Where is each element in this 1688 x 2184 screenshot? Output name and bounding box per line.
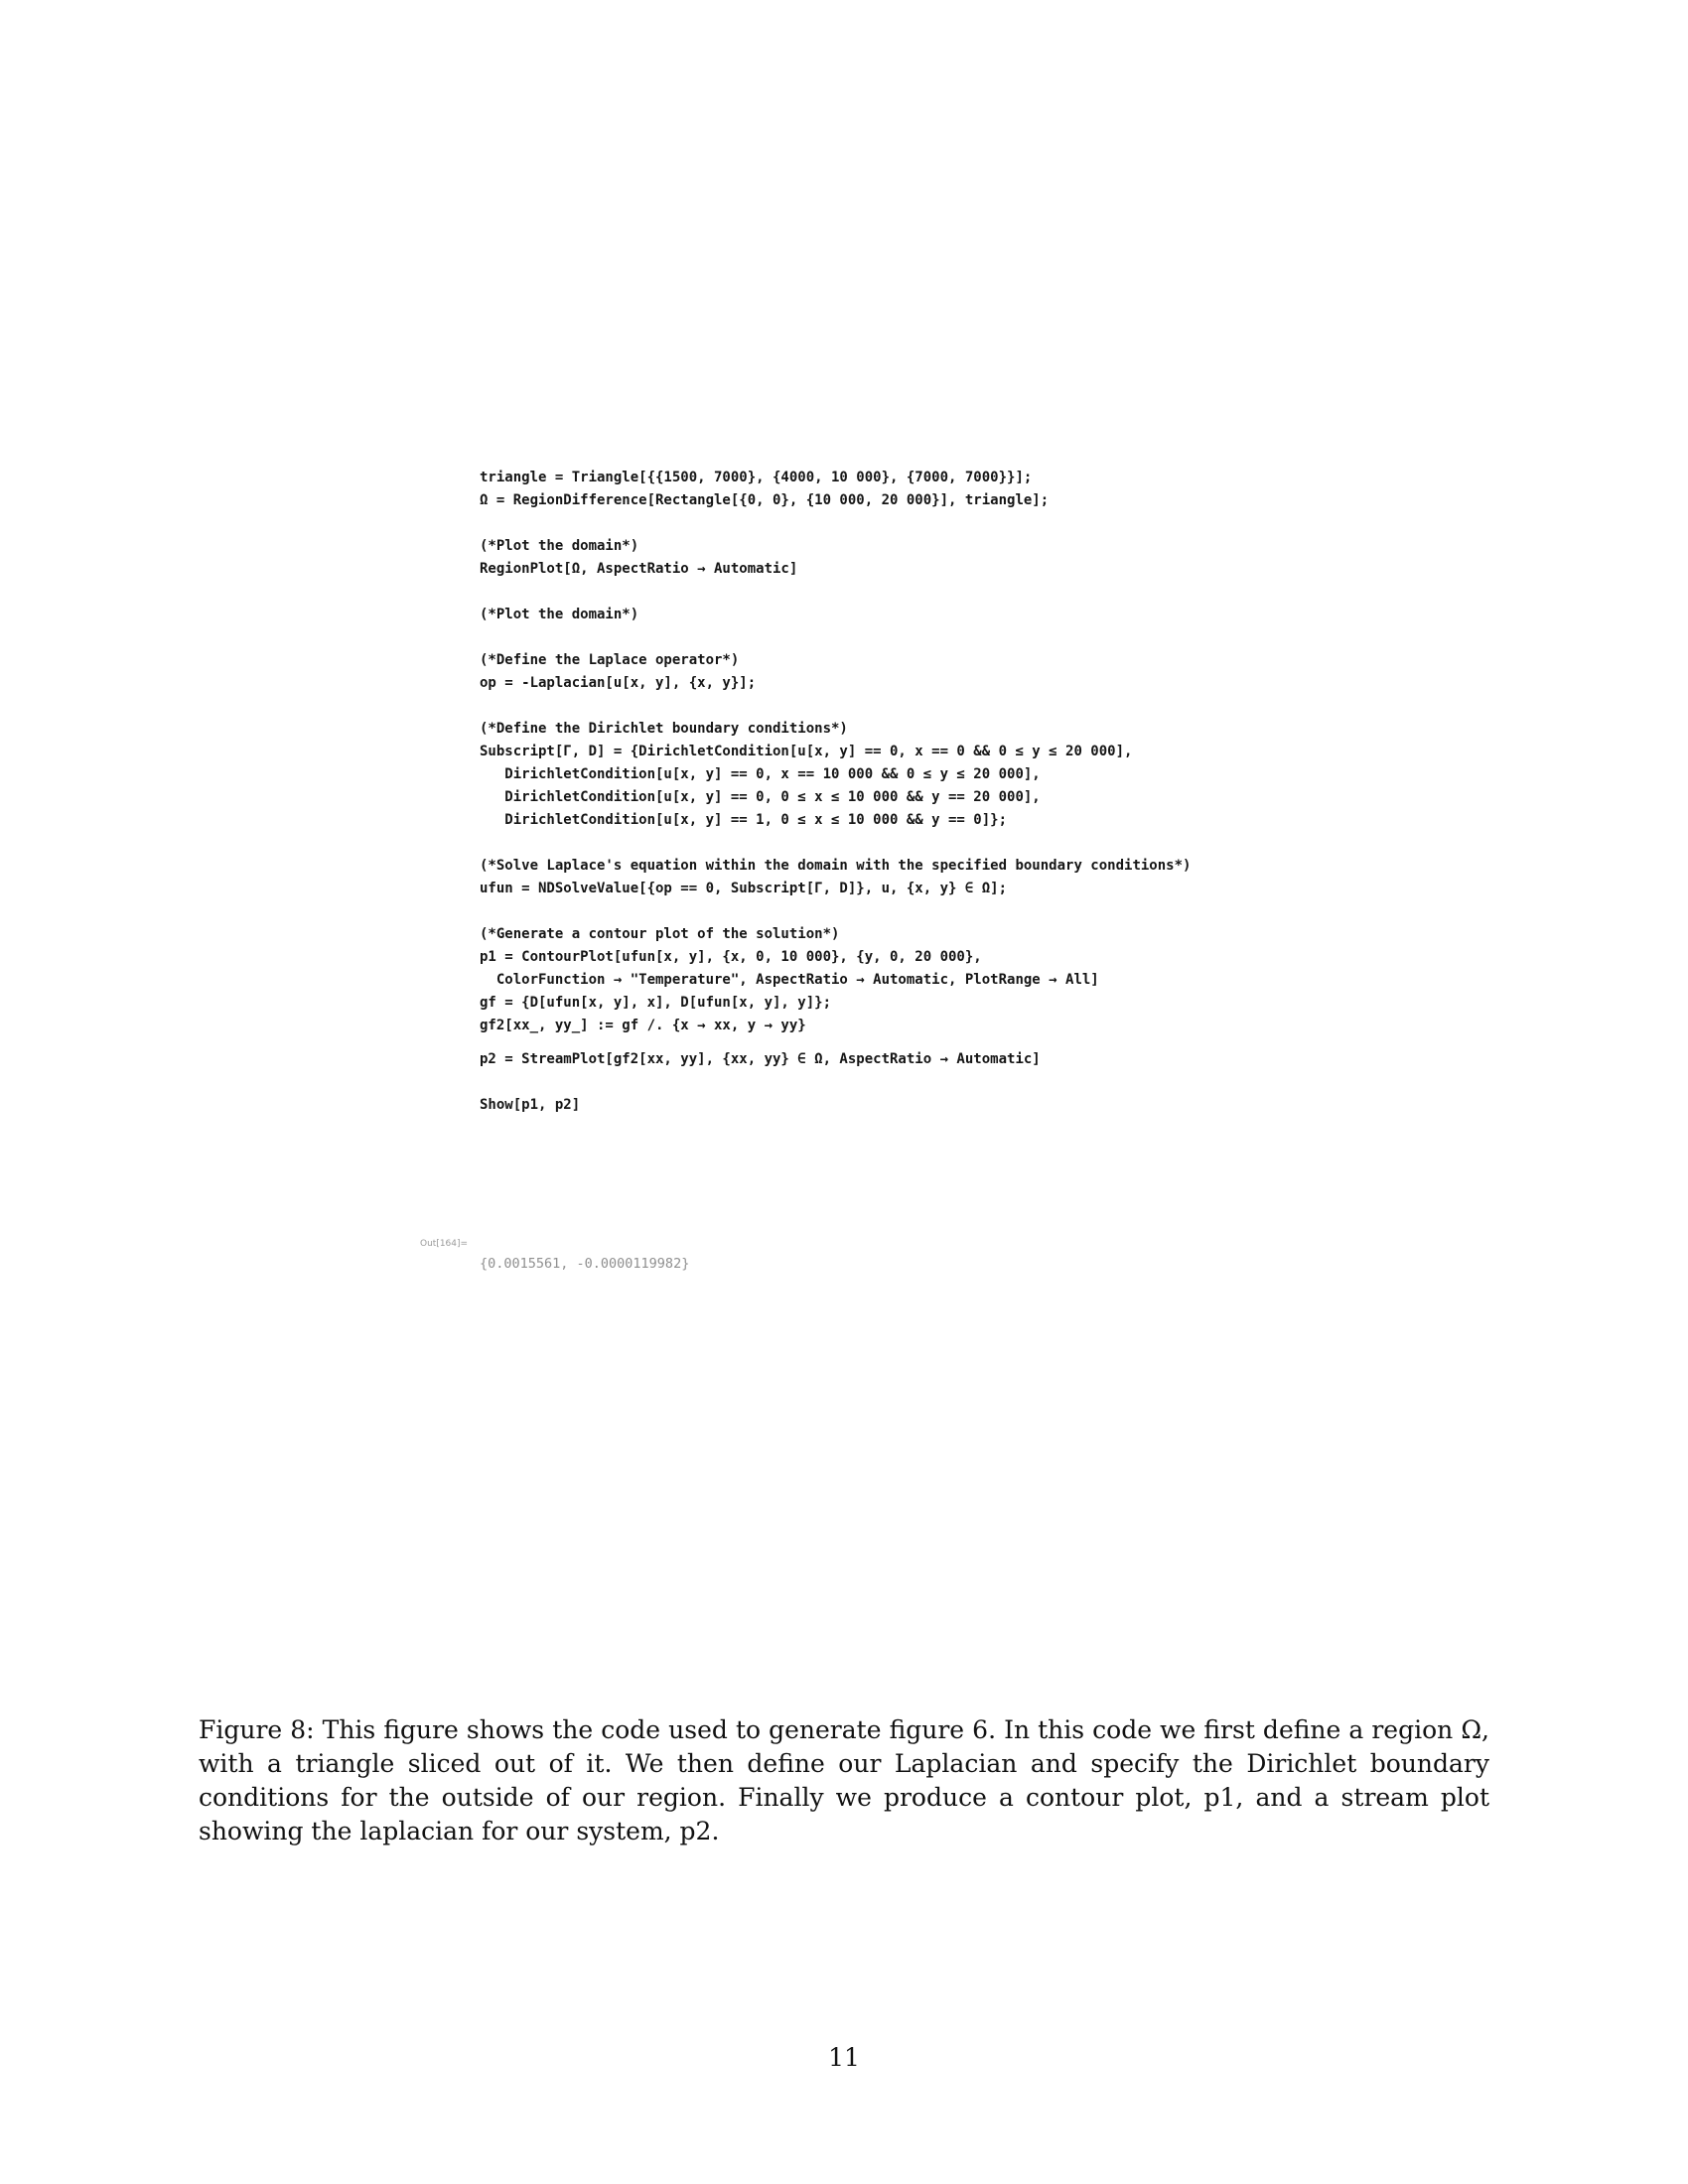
figure-caption: Figure 8: This figure shows the code used to generate figure 6. In this code we first define a region Ω, with a triangle sliced out of it. We then define our Laplacian and specify the Dirichlet boundary conditions for the outside of our region. Finally we produce a contour plot, p1, and a stream plot showing the laplacian for our system, p2. (199, 1715, 1489, 1845)
code-line: DirichletCondition[u[x, y] == 0, 0 ≤ x ≤ 10 000 && y == 20 000], (480, 789, 1041, 805)
page-number: 11 (828, 2043, 860, 2072)
code-line: op = -Laplacian[u[x, y], {x, y}]; (480, 675, 757, 691)
code-line: DirichletCondition[u[x, y] == 0, x == 10 000 && 0 ≤ y ≤ 20 000], (480, 766, 1041, 782)
code-line: RegionPlot[Ω, AspectRatio → Automatic] (480, 561, 798, 577)
output-label: Out[164]= (420, 1239, 469, 1249)
code-comment: (*Plot the domain*) (480, 538, 639, 554)
code-line: triangle = Triangle[{{1500, 7000}, {4000, 10 000}, {7000, 7000}}]; (480, 470, 1033, 485)
code-comment: (*Define the Laplace operator*) (480, 652, 740, 668)
code-line: ColorFunction → "Temperature", AspectRatio → Automatic, PlotRange → All] (480, 972, 1099, 988)
code-comment: (*Define the Dirichlet boundary conditions*) (480, 721, 848, 737)
code-line: Show[p1, p2] (480, 1097, 581, 1113)
code-line: gf = {D[ufun[x, y], x], D[ufun[x, y], y]}; (480, 995, 832, 1011)
code-line: p1 = ContourPlot[ufun[x, y], {x, 0, 10 000}, {y, 0, 20 000}, (480, 949, 982, 965)
code-line: ufun = NDSolveValue[{op == 0, Subscript[Γ, D]}, u, {x, y} ∈ Ω]; (480, 881, 1008, 896)
code-comment: (*Generate a contour plot of the solution*) (480, 926, 840, 942)
code-comment: (*Solve Laplace's equation within the domain with the specified boundary conditions*) (480, 858, 1192, 874)
code-line: DirichletCondition[u[x, y] == 1, 0 ≤ x ≤ 10 000 && y == 0]}; (480, 812, 1008, 828)
code-comment: (*Plot the domain*) (480, 607, 639, 622)
code-line: gf2[xx_, yy_] := gf /. {x → xx, y → yy} (480, 1018, 806, 1033)
code-line: Subscript[Γ, D] = {DirichletCondition[u[x, y] == 0, x == 0 && 0 ≤ y ≤ 20 000], (480, 744, 1133, 759)
code-line: Ω = RegionDifference[Rectangle[{0, 0}, {10 000, 20 000}], triangle]; (480, 492, 1050, 508)
code-line: p2 = StreamPlot[gf2[xx, yy], {xx, yy} ∈ Ω, AspectRatio → Automatic] (480, 1051, 1041, 1067)
output-value: {0.0015561, -0.0000119982} (480, 1256, 690, 1272)
